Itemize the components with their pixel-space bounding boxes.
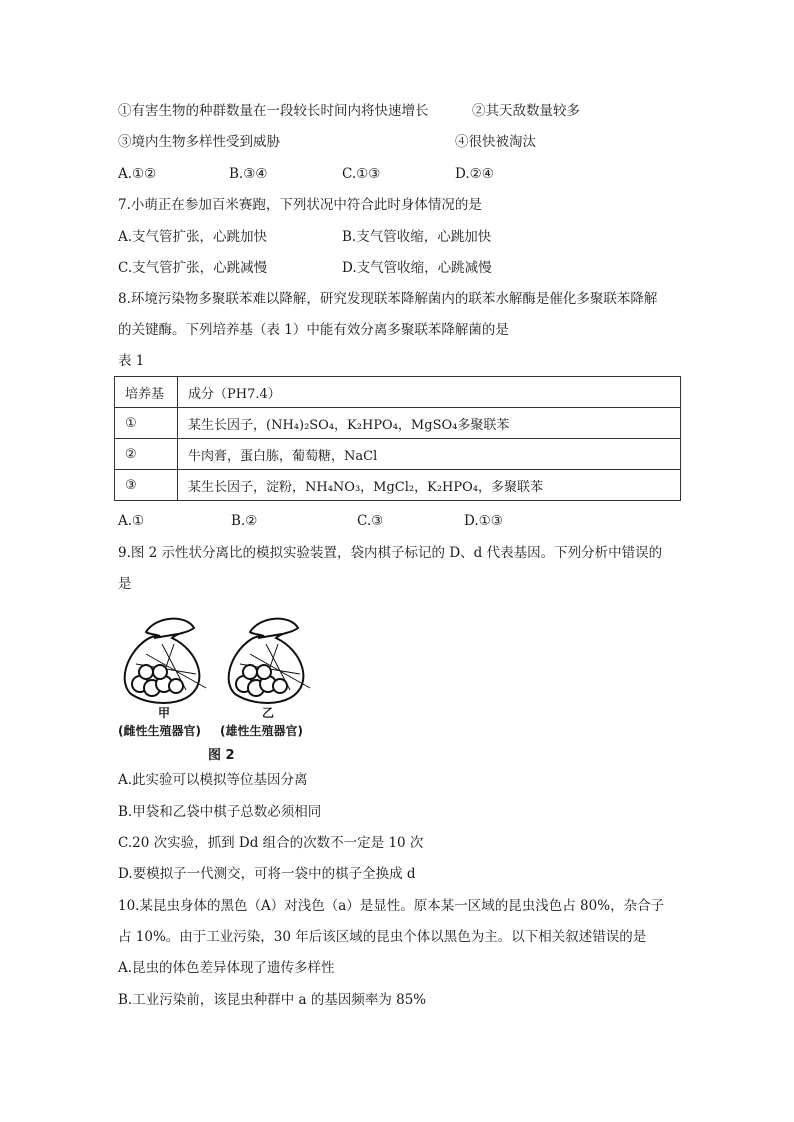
q6-option-1: ①有害生物的种群数量在一段较长时间内将快速增长: [118, 103, 429, 119]
q9-choice-c: C.20 次实验，抓到 Dd 组合的次数不一定是 10 次: [118, 835, 424, 851]
q7-choice-a: A.支气管扩张，心跳加快: [118, 229, 268, 245]
q6-option-4: ④很快被淘汰: [455, 134, 536, 150]
q6-choice-a: A.①②: [118, 166, 157, 182]
q9-choice-b: B.甲袋和乙袋中棋子总数必须相同: [118, 804, 322, 820]
bags-illustration: [116, 614, 316, 714]
q6-choice-b: B.③④: [229, 166, 268, 182]
q8-choice-a: A.①: [118, 513, 145, 529]
q7-choice-c: C.支气管扩张，心跳减慢: [118, 260, 268, 276]
q7-choice-d: D.支气管收缩，心跳减慢: [342, 260, 492, 276]
q10-choice-a: A.昆虫的体色差异体现了遗传多样性: [118, 960, 335, 976]
q8-choice-d: D.①③: [464, 513, 503, 529]
bag-jia-name: 甲: [158, 706, 171, 720]
q8-choice-c: C.③: [357, 513, 384, 529]
q6-option-3: ③境内生物多样性受到威胁: [118, 134, 280, 150]
table-header-cell: 培养基: [115, 377, 178, 408]
q6-choice-d: D.②④: [455, 166, 494, 182]
q7-choice-b: B.支气管收缩，心跳加快: [342, 229, 492, 245]
q10-choice-b: B.工业污染前，该昆虫种群中 a 的基因频率为 85%: [118, 992, 427, 1008]
table-cell: 某生长因子，淀粉，NH₄NO₃，MgCl₂，K₂HPO₄，多聚联苯: [178, 470, 681, 501]
q10-stem-line1: 10.某昆虫身体的黑色（A）对浅色（a）是显性。原本某一区域的昆虫浅色占 80%，杂合子: [118, 898, 665, 914]
bag-yi-icon: [229, 619, 310, 703]
q9-choice-a: A.此实验可以模拟等位基因分离: [118, 772, 308, 788]
table-cell: ③: [115, 470, 178, 501]
figure-caption-clip: [208, 744, 268, 763]
table-cell: 牛肉膏，蛋白胨，葡萄糖，NaCl: [178, 439, 681, 470]
q8-stem-line1: 8.环境污染物多聚联苯难以降解，研究发现联苯降解菌内的联苯水解酶是催化多聚联苯降解: [118, 291, 658, 307]
medium-table: [114, 376, 681, 501]
q8-stem-line2: 的关键酶。下列培养基（表 1）中能有效分离多聚联苯降解菌的是: [118, 322, 509, 338]
table-header-row: [115, 377, 681, 408]
q7-stem: 7.小萌正在参加百米赛跑，下列状况中符合此时身体情况的是: [118, 197, 482, 213]
q9-stem-line2: 是: [118, 576, 132, 592]
q9-choice-d: D.要模拟子一代测交，可将一袋中的棋子全换成 d: [118, 866, 416, 882]
table-row: [115, 408, 681, 439]
q9-stem-line1: 9.图 2 示性状分离比的模拟实验装置，袋内棋子标记的 D、d 代表基因。下列分析中错误的: [118, 545, 663, 561]
q6-choice-c: C.①③: [342, 166, 381, 182]
table-cell: ①: [115, 408, 178, 439]
table-row: [115, 470, 681, 501]
table-header-cell: 成分（PH7.4）: [178, 377, 681, 408]
q8-choice-b: B.②: [231, 513, 258, 529]
table-cell: 某生长因子，(NH₄)₂SO₄，K₂HPO₄，MgSO₄多聚联苯: [178, 408, 681, 439]
q6-option-2: ②其天敌数量较多: [472, 103, 580, 119]
table-cell: ②: [115, 439, 178, 470]
figure-2: [116, 614, 316, 764]
figure-caption: 图 2: [208, 748, 235, 763]
bag-jia-icon: [125, 619, 206, 703]
q10-stem-line2: 占 10%。由于工业污染，30 年后该区域的昆虫个体以黑色为主。以下相关叙述错误的是: [118, 929, 647, 945]
bag-yi-name: 乙: [262, 706, 275, 720]
bag-jia-label: (雌性生殖器官): [118, 724, 201, 738]
bag-yi-label: (雄性生殖器官): [220, 724, 303, 738]
table-caption: 表 1: [118, 353, 145, 369]
table-row: [115, 439, 681, 470]
